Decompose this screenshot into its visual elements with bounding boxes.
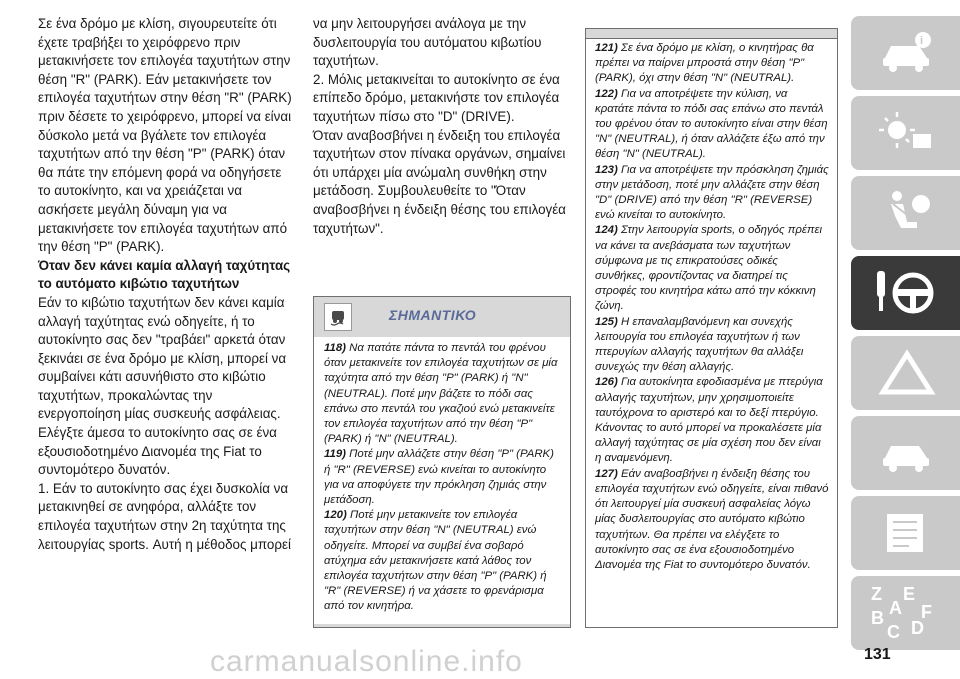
car-info-icon: [877, 28, 937, 78]
note: [595, 375, 829, 466]
note-number: 127): [595, 467, 618, 480]
note-text: Ποτέ μην αλλάζετε στην θέση "P" (PARK) ή "R" (REVERSE) ενώ κινείται το αυτοκίνητο για να αποφύγετε την πρόκληση ζημιάς στην μετάδοση.: [324, 448, 554, 507]
note: [595, 87, 829, 163]
note: [324, 508, 562, 614]
sun-dashboard-icon: [877, 108, 937, 158]
note-text: Η επαναλαμβανόμενη και συνεχής λειτουργία του επιλογέα ταχυτήτων ή των πτερυγίων αλλαγής ταχυτήτων θα αλλάξει συνεχώς την θέση αλλαγής.: [595, 315, 804, 374]
paragraph: 2. Μόλις μετακινείται το αυτοκίνητο σε ένα επίπεδο δρόμο, μετακινήστε τον επιλογέα ταχυτήτων πίσω στο "D" (DRIVE).: [313, 71, 560, 124]
svg-text:F: F: [921, 602, 932, 622]
svg-text:E: E: [903, 584, 916, 604]
note-text: Για να αποτρέψετε την πρόσκληση ζημιάς στην μετάδοση, ποτέ μην αλλάζετε στην θέση "D" (DRIVE) από την θέση "R" (REVERSE) ενώ κινείται το αυτοκίνητο.: [595, 163, 829, 222]
tab-safety[interactable]: [851, 176, 960, 250]
note: [595, 41, 829, 87]
note-text: Ποτέ μην μετακινείτε τον επιλογέα ταχυτήτων στην θέση "N" (NEUTRAL) ενώ οδηγείτε. Μπορεί να συμβεί ένα σοβαρό ατύχημα εάν μετακινήσετε κατά λάθος τον επιλογέα ταχυτήτων στην θέση "P" (PARK) ή "R" (REVERSE) ή να χάσετε το φρενάρισμα από τον κινητήρα.: [324, 509, 547, 613]
note: [595, 315, 829, 376]
tab-index[interactable]: [851, 576, 960, 650]
note-text: Στην λειτουργία sports, ο οδηγός πρέπει να κάνει τα ανεβάσματα των ταχυτήτων σύμφωνα με τις επικρατούσες οδικές συνθήκες, φροντίζοντας να διατηρεί τις στροφές του κινητήρα κάτω από την κόκκινη ζώνη.: [595, 224, 823, 313]
note-text: Για αυτοκίνητα εφοδιασμένα με πτερύγια αλλαγής ταχυτήτων, μην χρησιμοποιείτε ταυτόχρονα το αριστερό και το δεξί πτερύγιο. Κάνοντας το αυτό μπορεί να προκαλέσετε μία αλλαγή ταχύτητας σε μία σχέση που δεν είναι η αναμενόμενη.: [595, 376, 823, 465]
important-box-header: [314, 297, 570, 337]
alphabet-index-icon: [867, 582, 937, 642]
tab-emergency[interactable]: [851, 336, 960, 410]
note-number: 124): [595, 224, 618, 237]
important-box-body: [314, 337, 570, 624]
paragraph: Σε ένα δρόμο με κλίση, σιγουρευτείτε ότι έχετε τραβήξει το χειρόφρενο πριν μετακινήσετε τον επιλογέα ταχυτήτων στην θέση "R" (PARK). Εάν μετακινήσετε τον επιλογέα ταχυτήτων στην θέση "R" (PARK) πριν δέσετε το χειρόφρενο, μπορεί να είναι δύσκολο μετά να βγάλετε τον επιλογέα ταχυτήτων από την θέση "P" (PARK) όταν θα πάτε την επόμενη φορά να οδηγήσετε το αυτοκίνητο, και να χρειάζεται να ασκήσετε μεγάλη δύναμη για να μετακινήσετε τον επιλογέα ταχυτήτων από την θέση "P" (PARK).: [38, 16, 292, 255]
paragraph: Εάν το κιβώτιο ταχυτήτων δεν κάνει καμία αλλαγή ταχύτητας ενώ οδηγείτε, ή το αυτοκίνητο σας δεν "τραβάει" αρκετά όταν ξεκινάει σε ένα δρόμο με κλίση, μπορεί να συμβαίνει κάτι ασυνήθιστο στο κιβώτιο ταχυτήτων, προκαλώντας την ενεργοποίηση μίας συσκευής ασφάλειας. Ελέγξτε άμεσα το αυτοκίνητο σας σε ένα εξουσιοδοτημένο Διανομέα της Fiat το συντομότερο δυνατόν.: [38, 294, 287, 478]
section-heading: Όταν δεν κάνει καμία αλλαγή ταχύτητας το αυτόματο κιβώτιο ταχυτήτων: [38, 257, 291, 292]
tab-starting-driving[interactable]: [851, 256, 960, 330]
note-number: 125): [595, 315, 618, 328]
note-text: Εάν αναβοσβήνει η ένδειξη θέσης του επιλογέα ταχυτήτων ενώ οδηγείτε, είναι πιθανό ότι λειτουργεί μία συσκευή ασφαλείας λόγω μίας δυσλειτουργίας στο αυτόματο κιβώτιο ταχυτήτων. Θα πρέπει να ελέγξετε το αυτοκίνητο σας σε ένα εξουσιοδοτημένο Διανομέα της Fiat το συντομότερο δυνατόν.: [595, 467, 829, 571]
important-title: ΣΗΜΑΝΤΙΚΟ: [389, 307, 477, 323]
note: [324, 341, 562, 447]
note: [595, 467, 829, 573]
column-1: [38, 15, 293, 554]
important-box: [313, 296, 571, 628]
svg-text:C: C: [887, 622, 900, 642]
note-number: 118): [324, 342, 346, 354]
svg-text:A: A: [889, 598, 902, 618]
tab-maintenance[interactable]: [851, 416, 960, 490]
note-number: 119): [324, 448, 346, 461]
note-number: 126): [595, 376, 618, 389]
watermark: carmanualsonline.info: [210, 645, 523, 678]
tab-car-info[interactable]: [851, 16, 960, 90]
note-text: Να πατάτε πάντα το πεντάλ του φρένου όταν μετακινείτε τον επιλογέα ταχυτήτων σε μία ταχύτητα από την θέση "P" (PARK) ή "N" (NEUTRAL). Ποτέ μην βάζετε το πόδι σας επάνω στο πεντάλ του γκαζιού ενώ μετακινείτε τον επιλογέα ταχυτήτων από την θέση "P" (PARK) ή "N" (NEUTRAL).: [324, 342, 558, 446]
note-number: 122): [595, 87, 618, 100]
note-text: Για να αποτρέψετε την κύλιση, να κρατάτε πάντα το πόδι σας επάνω στο πεντάλ του φρένου όταν το αυτοκίνητο είναι στην θέση "N" (NEUTRAL), ή όταν αλλάζετε έξω από την θέση "N" (NEUTRAL).: [595, 87, 828, 161]
paragraph: να μην λειτουργήσει ανάλογα με την δυσλειτουργία του αυτόματου κιβωτίου ταχυτήτων.: [313, 16, 542, 69]
svg-text:i: i: [920, 35, 924, 47]
steering-wheel-key-icon: [871, 265, 941, 321]
note-number: 121): [595, 42, 618, 54]
tab-technical-data[interactable]: [851, 496, 960, 570]
note: [595, 223, 829, 314]
note-number: 123): [595, 163, 618, 176]
paragraph: 1. Εάν το αυτοκίνητο σας έχει δυσκολία να μετακινηθεί σε ανηφόρα, αλλάξτε τον επιλογέα ταχυτήτων στην 2η ταχύτητα της λειτουργίας sports. Αυτή η μέθοδος μπορεί: [38, 480, 291, 552]
car-service-icon: [877, 428, 937, 478]
svg-text:Z: Z: [871, 584, 882, 604]
seat-airbag-icon: [877, 188, 937, 238]
skidding-car-icon: [324, 303, 352, 331]
tab-dashboard[interactable]: [851, 96, 960, 170]
note-text: Σε ένα δρόμο με κλίση, ο κινητήρας θα πρέπει να παίρνει μπροστά στην θέση "P" (PARK), όχι στην θέση "N" (NEUTRAL).: [595, 42, 814, 85]
note: [324, 447, 562, 508]
svg-text:D: D: [911, 618, 924, 638]
page-number: 131: [864, 646, 891, 663]
note-number: 120): [324, 509, 347, 522]
column-2: [313, 15, 571, 238]
paragraph: Όταν αναβοσβήνει η ένδειξη του επιλογέα ταχυτήτων στον πίνακα οργάνων, σημαίνει ότι υπάρχει μία ανώμαλη συνθήκη στην μετάδοση. Συμβουλευθείτε το "Όταν αναβοσβήνει η ένδειξη θέσης του επιλογέα ταχυτήτων".: [313, 127, 566, 236]
note: [595, 163, 829, 224]
specifications-icon: [877, 508, 937, 558]
warning-triangle-icon: [877, 348, 937, 398]
svg-text:B: B: [871, 608, 884, 628]
notes-box: [585, 38, 838, 628]
